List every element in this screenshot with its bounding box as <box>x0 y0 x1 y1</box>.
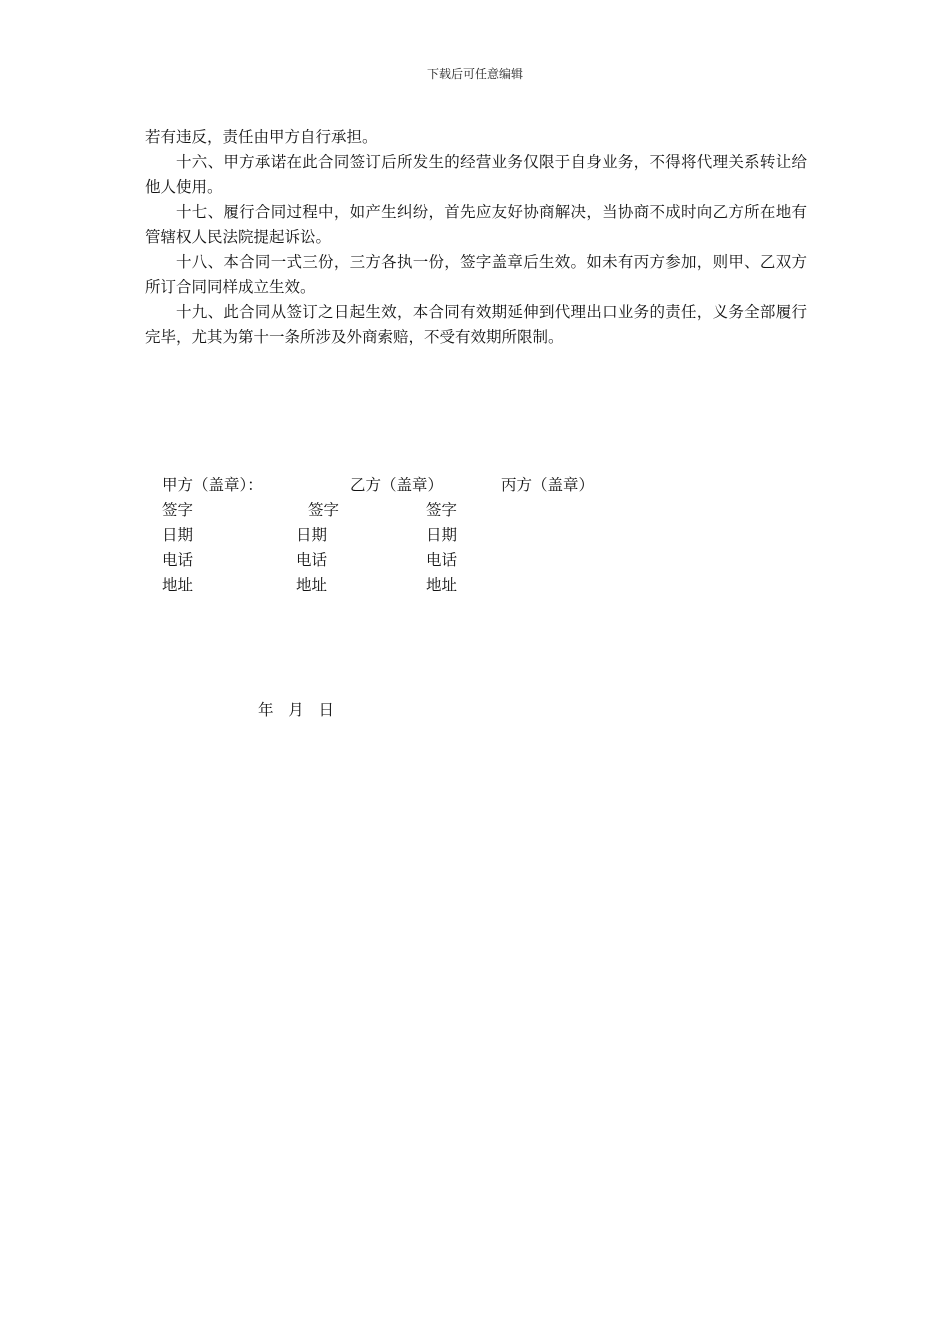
party-a-address-label: 地址 <box>162 576 194 594</box>
party-a-sign-label: 签字 <box>162 501 194 519</box>
paragraph-clause-16: 十六、甲方承诺在此合同签订后所发生的经营业务仅限于自身业务，不得将代理关系转让给他人使用。 <box>145 153 807 196</box>
party-b-address-label: 地址 <box>296 576 328 594</box>
signature-block <box>0 473 950 598</box>
signature-row-address <box>0 573 950 598</box>
party-c-phone-label: 电话 <box>426 551 458 569</box>
party-c-address-label: 地址 <box>426 576 458 594</box>
signing-date-line: 年 月 日 <box>258 701 335 719</box>
page-header-note: 下载后可任意编辑 <box>426 67 523 81</box>
signature-row-phone <box>0 548 950 573</box>
paragraph-clause-17: 十七、履行合同过程中，如产生纠纷，首先应友好协商解决，当协商不成时向乙方所在地有管辖权人民法院提起诉讼。 <box>145 203 807 246</box>
party-b-seal-label: 乙方（盖章） <box>350 476 444 494</box>
paragraph-clause-19: 十九、此合同从签订之日起生效，本合同有效期延伸到代理出口业务的责任，义务全部履行完毕，尤其为第十一条所涉及外商索赔，不受有效期所限制。 <box>145 303 807 346</box>
paragraph-clause-18: 十八、本合同一式三份，三方各执一份，签字盖章后生效。如未有丙方参加，则甲、乙双方所订合同同样成立生效。 <box>145 253 807 296</box>
paragraph-continuation: 若有违反，责任由甲方自行承担。 <box>145 128 378 146</box>
signature-row-date <box>0 523 950 548</box>
signature-row-sign <box>0 498 950 523</box>
party-b-phone-label: 电话 <box>296 551 328 569</box>
party-a-phone-label: 电话 <box>162 551 194 569</box>
party-b-sign-label: 签字 <box>308 501 340 519</box>
signature-parties-row <box>0 473 950 498</box>
contract-body <box>145 125 807 350</box>
party-b-date-label: 日期 <box>296 526 328 544</box>
party-c-sign-label: 签字 <box>426 501 458 519</box>
party-a-seal-label: 甲方（盖章）： <box>162 476 263 494</box>
party-c-seal-label: 丙方（盖章） <box>501 476 595 494</box>
party-c-date-label: 日期 <box>426 526 458 544</box>
party-a-date-label: 日期 <box>162 526 194 544</box>
